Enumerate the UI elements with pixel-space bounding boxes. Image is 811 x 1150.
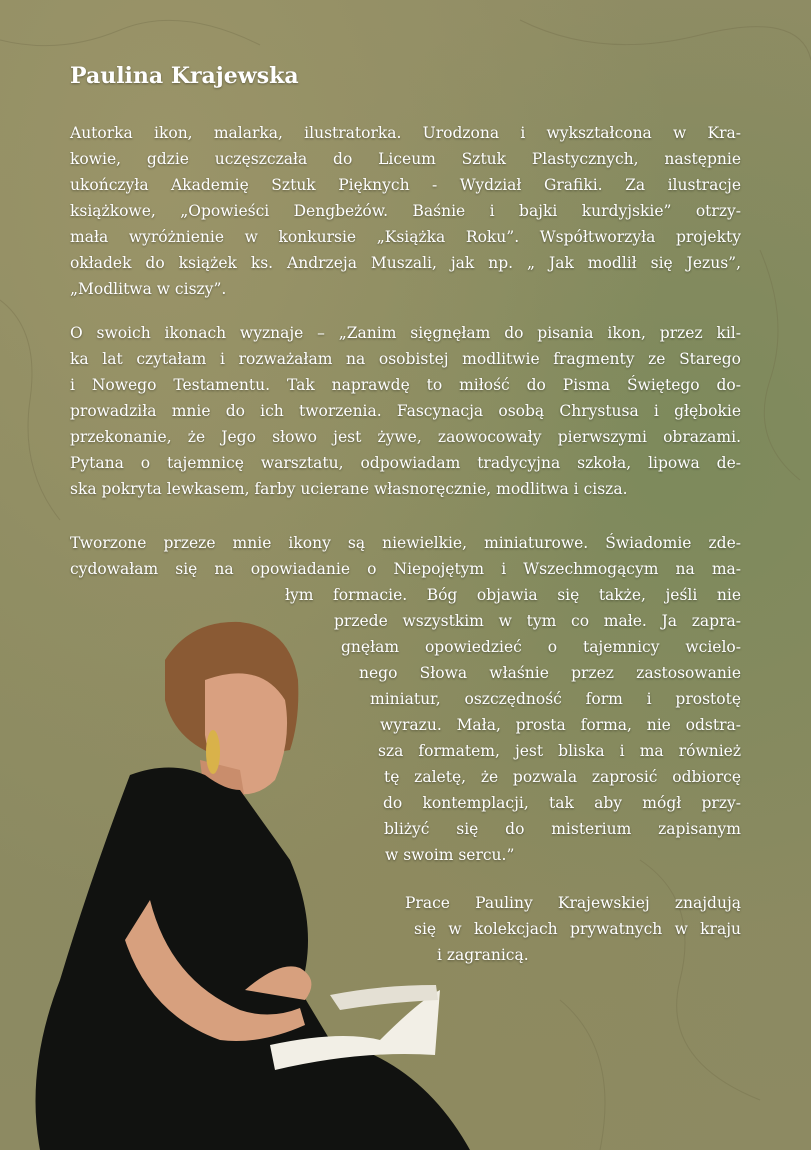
page-title: Paulina Krajewska (70, 63, 299, 89)
text-line: ska pokryta lewkasem, farby ucierane własnoręcznie, modlitwa i cisza. (70, 480, 628, 498)
text-line: Prace Pauliny Krajewskiej znajdują (405, 894, 741, 912)
text-line: mała wyróżnienie w konkursie „Książka Roku”. Współtworzyła projekty (70, 228, 741, 246)
text-line: do kontemplacji, tak aby mógł przy- (383, 794, 741, 812)
text-line: Pytana o tajemnicę warsztatu, odpowiadam tradycyjna szkoła, lipowa de- (70, 454, 741, 472)
text-line: „Modlitwa w ciszy”. (70, 280, 227, 298)
text-line: i Nowego Testamentu. Tak naprawdę to miłość do Pisma Świętego do- (70, 376, 741, 394)
text-line: książkowe, „Opowieści Dengbeżów. Baśnie i bajki kurdyjskie” otrzy- (70, 202, 741, 220)
text-line: Autorka ikon, malarka, ilustratorka. Urodzona i wykształcona w Kra- (70, 124, 741, 142)
text-line: okładek do książek ks. Andrzeja Muszali, jak np. „ Jak modlił się Jezus”, (70, 254, 741, 272)
text-line: nego Słowa właśnie przez zastosowanie (359, 664, 741, 682)
text-line: tę zaletę, że pozwala zaprosić odbiorcę (384, 768, 741, 786)
text-line: bliżyć się do misterium zapisanym (384, 820, 741, 838)
text-line: gnęłam opowiedzieć o tajemnicy wcielo- (341, 638, 741, 656)
paragraph-icons-quote (70, 320, 741, 502)
text-line: ukończyła Akademię Sztuk Pięknych - Wydział Grafiki. Za ilustracje (70, 176, 741, 194)
text-line: kowie, gdzie uczęszczała do Liceum Sztuk Plastycznych, następnie (70, 150, 741, 168)
text-line: przede wszystkim w tym co małe. Ja zapra- (334, 612, 741, 630)
text-line: przekonanie, że Jego słowo jest żywe, zaowocowały pierwszymi obrazami. (70, 428, 741, 446)
text-line: i zagranicą. (437, 946, 529, 964)
text-line: się w kolekcjach prywatnych w kraju (414, 920, 741, 938)
text-line: ka lat czytałam i rozważałam na osobistej modlitwie fragmenty ze Starego (70, 350, 741, 368)
text-line: Tworzone przeze mnie ikony są niewielkie, miniaturowe. Świadomie zde- (70, 534, 741, 552)
text-line: O swoich ikonach wyznaje – „Zanim sięgnęłam do pisania ikon, przez kil- (70, 324, 741, 342)
text-line: miniatur, oszczędność form i prostotę (370, 690, 741, 708)
text-line: cydowałam się na opowiadanie o Niepojętym i Wszechmogącym na ma- (70, 560, 741, 578)
text-line: łym formacie. Bóg objawia się także, jeśli nie (285, 586, 741, 604)
text-line: sza formatem, jest bliska i ma również (378, 742, 741, 760)
text-line: w swoim sercu.” (385, 846, 515, 864)
text-line: wyrazu. Mała, prosta forma, nie odstra- (380, 716, 741, 734)
text-line: prowadziła mnie do ich tworzenia. Fascynacja osobą Chrystusa i głębokie (70, 402, 741, 420)
paragraph-miniatures-head (70, 530, 741, 582)
paragraph-biography (70, 120, 741, 302)
